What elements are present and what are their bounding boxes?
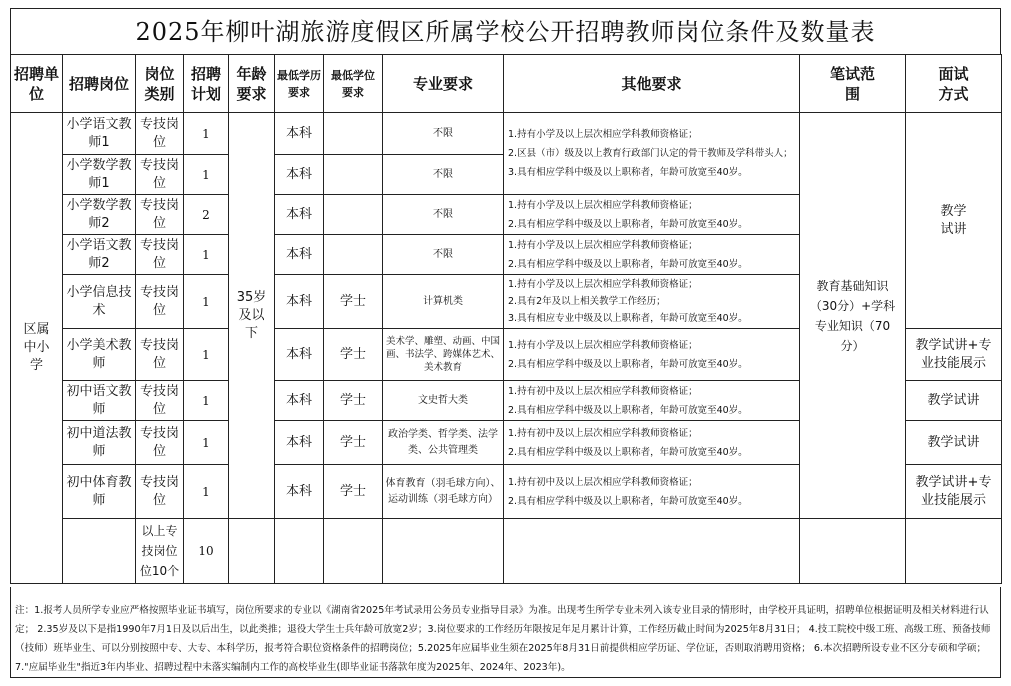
requirement-line: 2.区县（市）级及以上教育行政部门认定的骨干教师及学科带头人； [508,148,793,159]
requirement-line: 2.具有相应学科中级及以上职称者，年龄可放宽至40岁。 [508,218,748,230]
requirement-line: 2.具有相应学科中级及以上职称者，年龄可放宽至40岁。 [508,358,748,370]
plan-cell: 1 [184,155,229,195]
major-cell: 不限 [383,155,504,195]
education-cell: 本科 [275,235,324,275]
other-requirements-cell [504,275,800,329]
blank-cell [906,519,1002,584]
category-cell: 专技岗位 [136,381,184,421]
post-cell: 小学语文教师2 [63,235,136,275]
blank-cell [504,519,800,584]
interview-cell: 教学试讲 [906,113,1002,329]
major-cell: 不限 [383,113,504,155]
major-cell: 不限 [383,195,504,235]
table-header-row [11,55,1002,113]
blank-cell [383,519,504,584]
education-cell: 本科 [275,155,324,195]
degree-cell: 学士 [324,421,383,465]
education-cell: 本科 [275,421,324,465]
unit-cell: 区属中小学 [11,113,63,584]
education-cell: 本科 [275,381,324,421]
degree-cell [324,195,383,235]
post-cell: 初中道法教师 [63,421,136,465]
header-education: 最低学历要求 [275,55,324,113]
education-cell: 本科 [275,329,324,381]
education-cell: 本科 [275,195,324,235]
requirement-line: 2.具有相应学科中级及以上职称者，年龄可放宽至40岁。 [508,446,748,458]
interview-cell: 教学试讲+专业技能展示 [906,465,1002,519]
category-cell: 专技岗位 [136,421,184,465]
major-cell: 美术学、雕塑、动画、中国画、书法学、跨媒体艺术、美术教育 [383,329,504,381]
blank-cell [800,519,906,584]
header-major: 专业要求 [383,55,504,113]
education-cell: 本科 [275,465,324,519]
degree-cell: 学士 [324,329,383,381]
plan-cell: 1 [184,329,229,381]
total-row [11,519,1002,584]
post-cell: 初中语文教师 [63,381,136,421]
major-cell: 体育教育（羽毛球方向）、运动训练（羽毛球方向） [383,465,504,519]
plan-cell: 1 [184,235,229,275]
other-requirements-cell [504,235,800,275]
requirement-line: 1.持有初中及以上层次相应学科教师资格证； [508,476,698,488]
exam-scope-cell: 教育基础知识（30分）+学科专业知识（70分） [800,113,906,519]
requirement-line: 2.具有相应学科中级及以上职称者，年龄可放宽至40岁。 [508,258,748,270]
degree-cell [324,235,383,275]
header-degree: 最低学位要求 [324,55,383,113]
requirement-line: 1.持有小学及以上层次相应学科教师资格证； [508,239,698,251]
category-cell: 专技岗位 [136,465,184,519]
interview-cell: 教学试讲 [906,421,1002,465]
plan-cell: 1 [184,113,229,155]
blank-cell [63,519,136,584]
requirement-line: 1.持有初中及以上层次相应学科教师资格证； [508,427,698,439]
plan-cell: 1 [184,421,229,465]
post-cell: 小学语文教师1 [63,113,136,155]
plan-cell: 1 [184,381,229,421]
interview-cell: 教学试讲 [906,381,1002,421]
other-requirements-cell [504,113,800,195]
category-cell: 专技岗位 [136,155,184,195]
requirement-line: 2.具有2年及以上相关教学工作经历； [508,296,666,307]
requirement-line: 1.持有小学及以上层次相应学科教师资格证； [508,339,698,351]
recruitment-table [10,54,1002,584]
degree-cell [324,155,383,195]
other-requirements-cell [504,421,800,465]
major-cell: 不限 [383,235,504,275]
post-cell: 小学美术教师 [63,329,136,381]
major-cell: 计算机类 [383,275,504,329]
table-row [11,113,1002,155]
requirement-line: 1.持有初中及以上层次相应学科教师资格证； [508,385,698,397]
plan-cell: 1 [184,465,229,519]
page-title: 2025年柳叶湖旅游度假区所属学校公开招聘教师岗位条件及数量表 [10,8,1001,54]
requirement-line: 3.具有相应学科中级及以上职称者，年龄可放宽至40岁。 [508,167,748,178]
post-cell: 初中体育教师 [63,465,136,519]
plan-cell: 2 [184,195,229,235]
header-plan: 招聘计划 [184,55,229,113]
header-age: 年龄要求 [229,55,275,113]
education-cell: 本科 [275,275,324,329]
age-cell: 35岁及以下 [229,113,275,519]
other-requirements-cell [504,329,800,381]
total-label-cell: 以上专技岗位位10个 [136,519,184,584]
major-cell: 政治学类、哲学类、法学类、公共管理类 [383,421,504,465]
category-cell: 专技岗位 [136,275,184,329]
major-cell: 文史哲大类 [383,381,504,421]
header-exam: 笔试范围 [800,55,906,113]
total-plan-cell: 10 [184,519,229,584]
blank-cell [275,519,324,584]
requirement-line: 1.持有小学及以上层次相应学科教师资格证； [508,129,698,140]
degree-cell [324,113,383,155]
requirement-line: 1.持有小学及以上层次相应学科教师资格证； [508,199,698,211]
category-cell: 专技岗位 [136,329,184,381]
plan-cell: 1 [184,275,229,329]
blank-cell [324,519,383,584]
other-requirements-cell [504,465,800,519]
requirement-line: 3.具有相应专业中级及以上职称者，年龄可放宽至40岁。 [508,313,748,324]
requirement-line: 2.具有相应学科中级及以上职称者，年龄可放宽至40岁。 [508,495,748,507]
header-post: 招聘岗位 [63,55,136,113]
category-cell: 专技岗位 [136,195,184,235]
degree-cell: 学士 [324,465,383,519]
category-cell: 专技岗位 [136,113,184,155]
post-cell: 小学数学教师1 [63,155,136,195]
degree-cell: 学士 [324,381,383,421]
post-cell: 小学数学教师2 [63,195,136,235]
footnote: 注：1.报考人员所学专业应严格按照毕业证书填写，岗位所要求的专业以《湖南省2025年考试录用公务员专业指导目录》为准。出现考生所学专业未列入该专业目录的情形时，由学校开具证明，招聘单位根据证明及相关材料进行认定； 2.35岁及以下是指1990年7月1日及以后出生，以此类推；退役大学生士兵年龄可放宽2岁；3.岗位要求的工作经历年限按足年足月累计计算，工作经历截止时间为2025年8月31日； 4.技工院校中级工班、高级工班、预备技师（技师）班毕业生、可以分别按照中专、大专、本科学历，报考符合职位资格条件的招聘岗位；5.2025年应届毕业生须在2025年8月31日前提供相应学历证、学位证，否则取消聘用资格； 6.本次招聘所设专业不区分专硕和学硕；7."应届毕业生"指近3年内毕业、招聘过程中未落实编制内工作的高校毕业生(即毕业证书落款年度为2025年、2024年、2023年)。 [10,587,1001,678]
requirement-line: 2.具有相应学科中级及以上职称者，年龄可放宽至40岁。 [508,404,748,416]
header-interview: 面试方式 [906,55,1002,113]
header-unit: 招聘单位 [11,55,63,113]
header-category: 岗位类别 [136,55,184,113]
post-cell: 小学信息技术 [63,275,136,329]
other-requirements-cell [504,195,800,235]
degree-cell: 学士 [324,275,383,329]
education-cell: 本科 [275,113,324,155]
other-requirements-cell [504,381,800,421]
requirement-line: 1.持有小学及以上层次相应学科教师资格证； [508,279,698,290]
category-cell: 专技岗位 [136,235,184,275]
blank-cell [229,519,275,584]
header-other: 其他要求 [504,55,800,113]
interview-cell: 教学试讲+专业技能展示 [906,329,1002,381]
